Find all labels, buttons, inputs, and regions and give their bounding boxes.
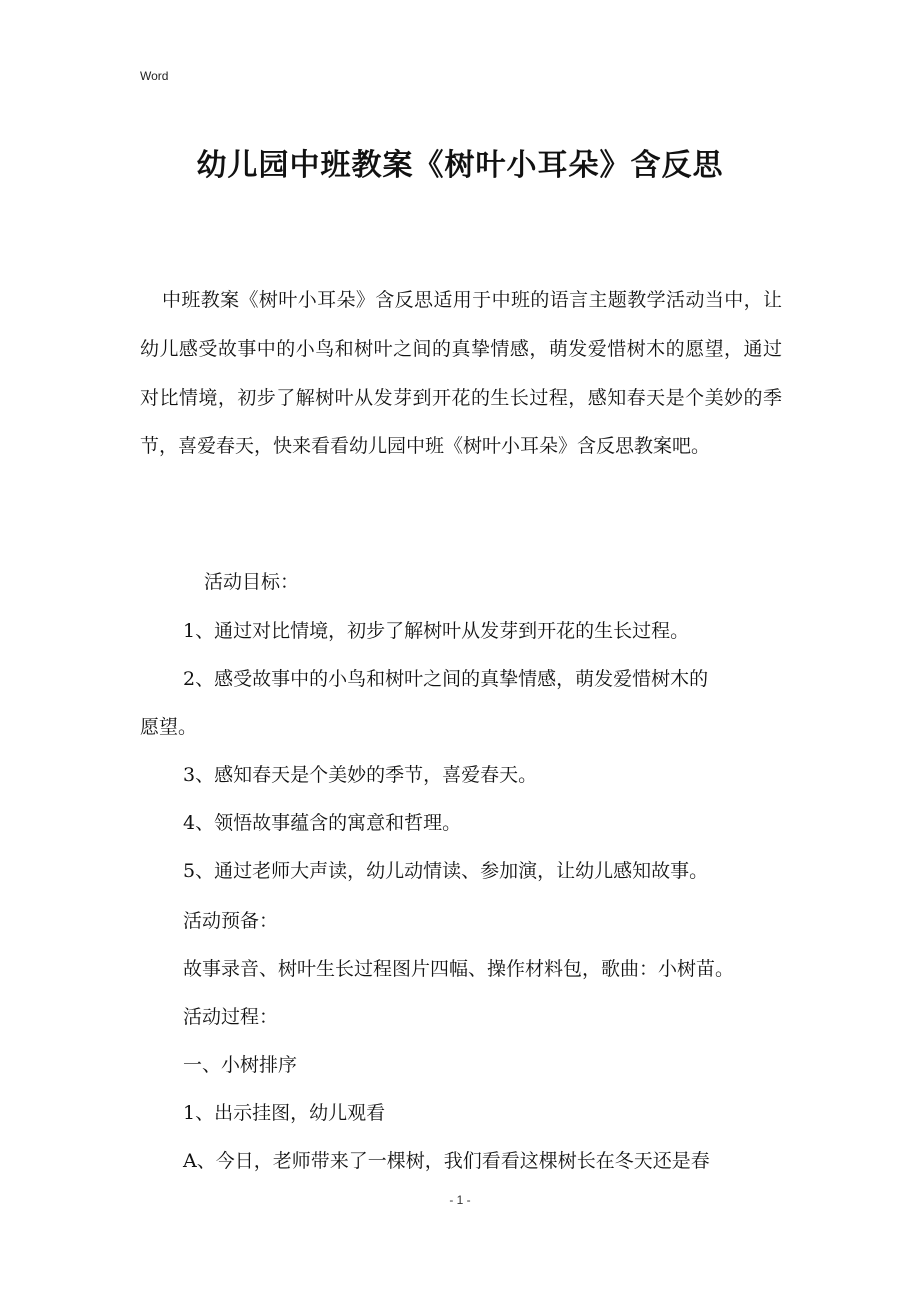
goals-list (140, 607, 782, 895)
process-item: A、今日，老师带来了一棵树，我们看看这棵树长在冬天还是春 (183, 1150, 710, 1172)
goals-heading-block (140, 558, 782, 606)
process-heading: 活动过程： (183, 1006, 279, 1028)
preparation-section (140, 897, 782, 1185)
goals-heading: 活动目标： (204, 571, 300, 593)
app-label: Word (140, 69, 169, 83)
intro-paragraph: 中班教案《树叶小耳朵》含反思适用于中班的语言主题教学活动当中，让幼儿感受故事中的小鸟和树叶之间的真挚情感，萌发爱惜树木的愿望，通过对比情境，初步了解树叶从发芽到开花的生长过程，感知春天是个美妙的季节，喜爱春天，快来看看幼儿园中班《树叶小耳朵》含反思教案吧。 (140, 289, 782, 458)
goal-item: 4、领悟故事蕴含的寓意和哲理。 (183, 812, 462, 834)
process-item: 一、小树排序 (183, 1054, 298, 1076)
goal-item: 1、通过对比情境，初步了解树叶从发芽到开花的生长过程。 (183, 620, 690, 642)
goal-item: 2、感受故事中的小鸟和树叶之间的真挚情感，萌发爱惜树木的 (183, 668, 709, 690)
prep-heading: 活动预备： (183, 910, 279, 932)
process-item: 1、出示挂图，幼儿观看 (183, 1102, 386, 1124)
document-title: 幼儿园中班教案《树叶小耳朵》含反思 (196, 148, 724, 183)
goal-item: 3、感知春天是个美妙的季节，喜爱春天。 (183, 764, 538, 786)
page-number: - 1 - (449, 1193, 471, 1207)
prep-text: 故事录音、树叶生长过程图片四幅、操作材料包，歌曲：小树苗。 (183, 958, 735, 980)
goal-item-continuation: 愿望。 (140, 716, 198, 738)
goal-item: 5、通过老师大声读，幼儿动情读、参加演，让幼儿感知故事。 (183, 860, 709, 882)
